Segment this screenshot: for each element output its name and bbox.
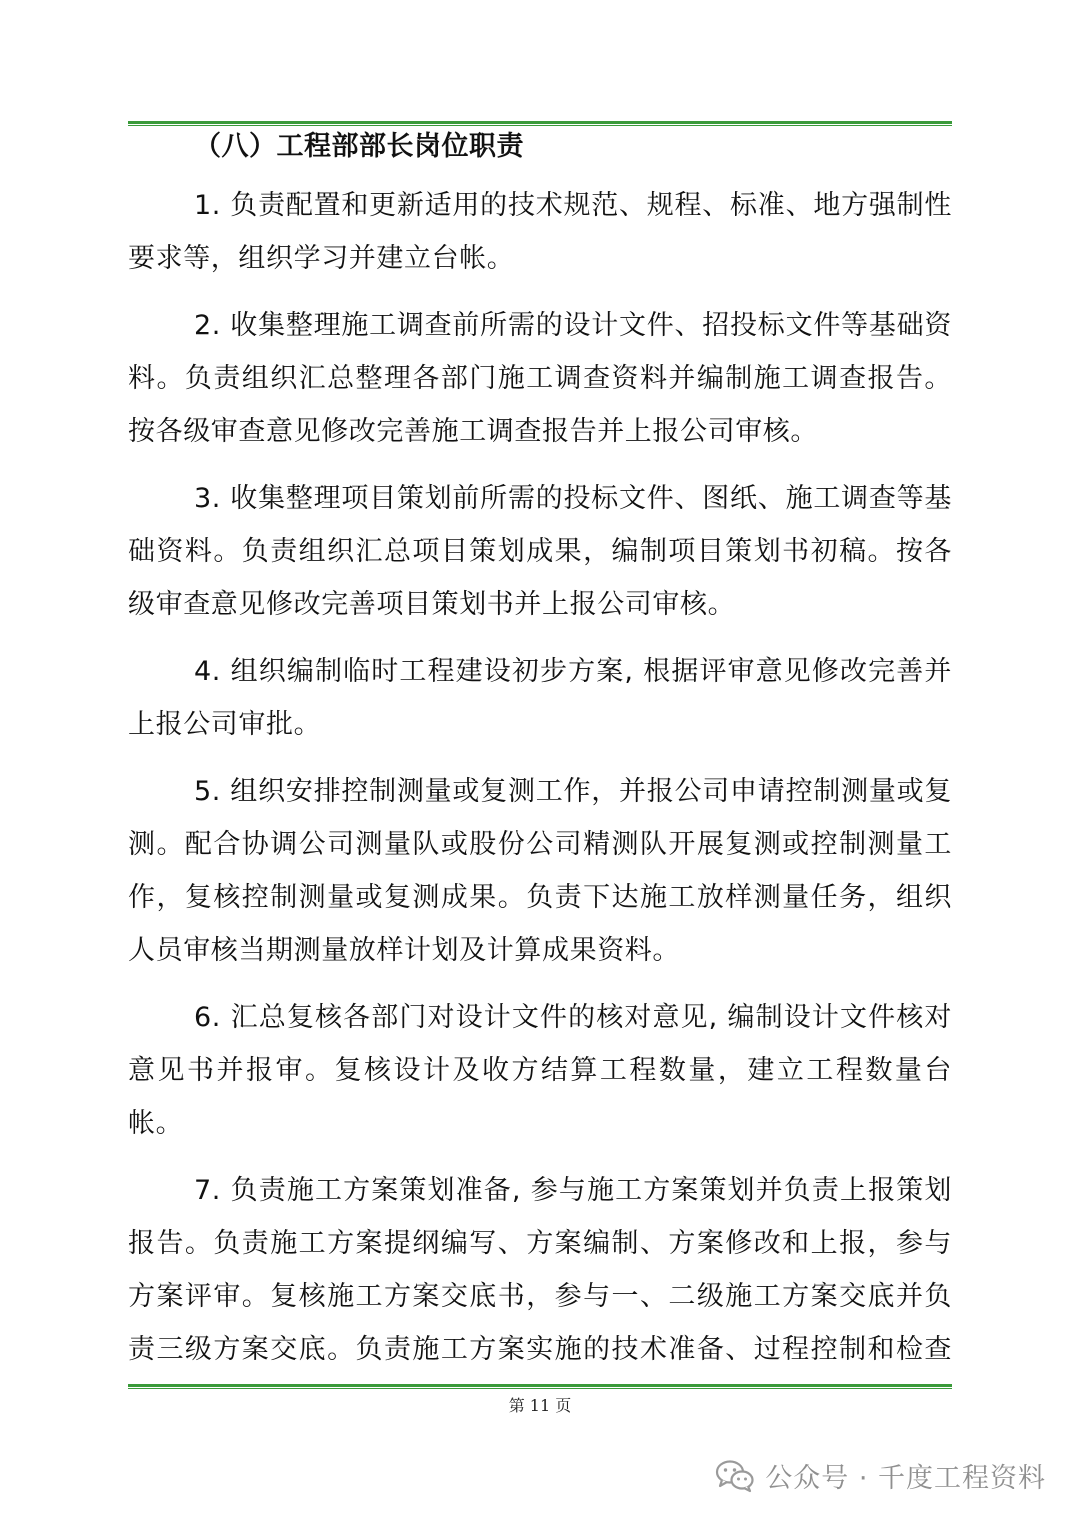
page-number: 第 11 页 xyxy=(508,1396,572,1415)
wechat-icon xyxy=(715,1459,755,1493)
watermark xyxy=(715,1456,1046,1495)
watermark-text: 公众号 · 千度工程资料 xyxy=(765,1463,1046,1494)
paragraph-5: 5. 组织安排控制测量或复测工作，并报公司申请控制测量或复测。配合协调公司测量队或股份公司精测队开展复测或控制测量工作，复核控制测量或复测成果。负责下达施工放样测量任务，组织人员审核当期测量放样计划及计算成果资料。 xyxy=(128,776,952,966)
paragraph-4: 4. 组织编制临时工程建设初步方案, 根据评审意见修改完善并上报公司审批。 xyxy=(128,656,952,740)
header-rule xyxy=(128,121,952,126)
paragraph-2: 2. 收集整理施工调查前所需的设计文件、招投标文件等基础资料。负责组织汇总整理各部门施工调查资料并编制施工调查报告。按各级审查意见修改完善施工调查报告并上报公司审核。 xyxy=(128,310,952,447)
footer-rule xyxy=(128,1384,952,1389)
paragraph-6: 6. 汇总复核各部门对设计文件的核对意见, 编制设计文件核对意见书并报审。复核设计及收方结算工程数量，建立工程数量台帐。 xyxy=(128,1002,952,1139)
document-body xyxy=(128,127,952,1384)
paragraph-3: 3. 收集整理项目策划前所需的投标文件、图纸、施工调查等基础资料。负责组织汇总项目策划成果，编制项目策划书初稿。按各级审查意见修改完善项目策划书并上报公司审核。 xyxy=(128,483,952,620)
section-title: （八）工程部部长岗位职责 xyxy=(194,131,524,162)
paragraph-1: 1. 负责配置和更新适用的技术规范、规程、标准、地方强制性要求等，组织学习并建立台帐。 xyxy=(128,190,952,274)
paragraph-7: 7. 负责施工方案策划准备, 参与施工方案策划并负责上报策划报告。负责施工方案提纲编写、方案编制、方案修改和上报，参与方案评审。复核施工方案交底书，参与一、二级施工方案交底并负责三级方案交底。负责施工方案实施的技术准备、过程控制和检查 xyxy=(128,1175,952,1365)
